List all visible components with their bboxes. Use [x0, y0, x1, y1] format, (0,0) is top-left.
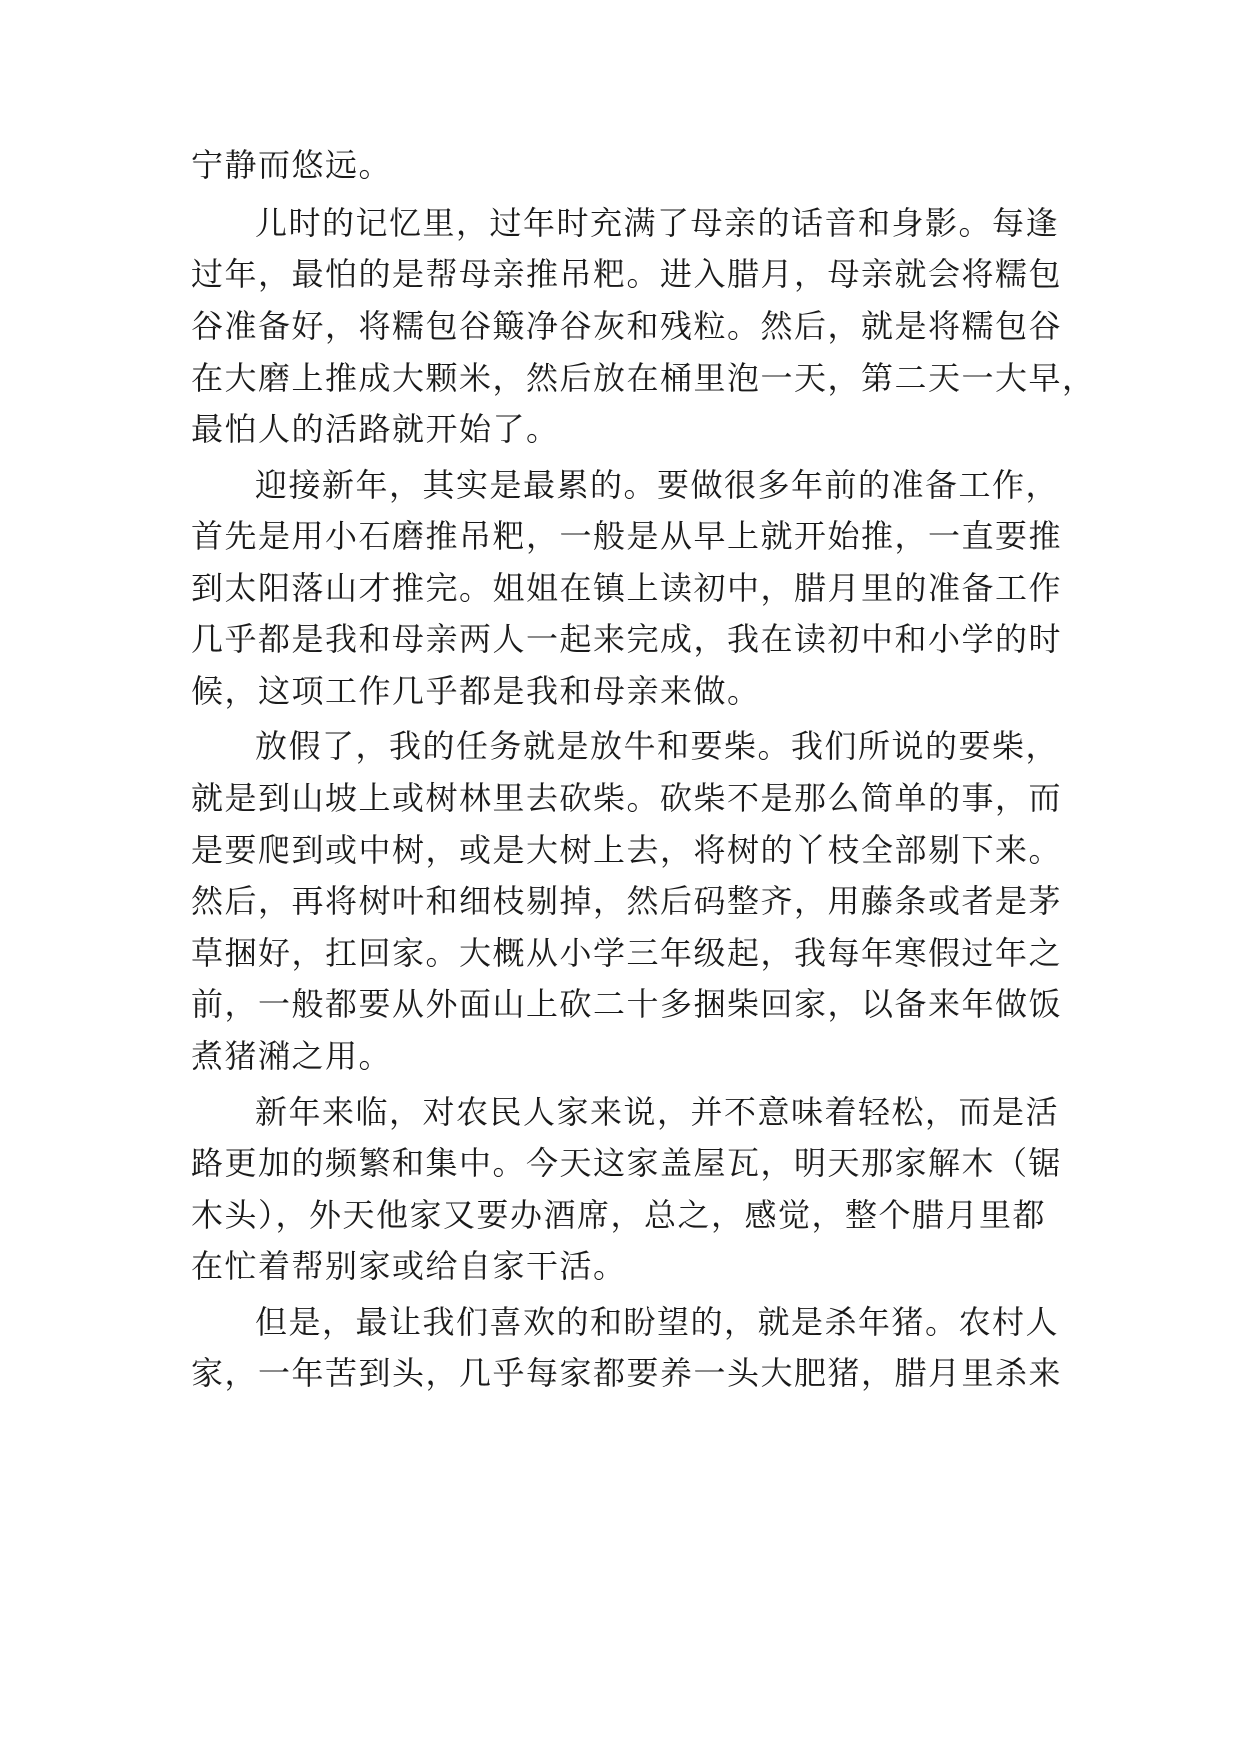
text-line: 在忙着帮别家或给自家干活。 — [191, 1247, 627, 1285]
text-line: 宁静而悠远。 — [191, 146, 393, 184]
text-line: 到太阳落山才推完。姐姐在镇上读初中，腊月里的准备工作 — [191, 569, 1063, 607]
paragraph-first-line: 儿时的记忆里，过年时充满了母亲的话音和身影。每逢 — [255, 204, 1060, 242]
text-line: 家，一年苦到头，几乎每家都要养一头大肥猪，腊月里杀来 — [191, 1354, 1063, 1392]
text-line: 就是到山坡上或树林里去砍柴。砍柴不是那么简单的事，而 — [191, 779, 1063, 817]
text-line: 首先是用小石磨推吊粑，一般是从早上就开始推，一直要推 — [191, 517, 1063, 555]
text-line: 前，一般都要从外面山上砍二十多捆柴回家，以备来年做饭 — [191, 985, 1063, 1023]
text-line: 木头），外天他家又要办酒席，总之，感觉，整个腊月里都 — [191, 1196, 1047, 1234]
paragraph-first-line: 放假了，我的任务就是放牛和要柴。我们所说的要柴， — [255, 727, 1060, 765]
paragraph-first-line: 但是，最让我们喜欢的和盼望的，就是杀年猪。农村人 — [255, 1303, 1060, 1341]
paragraph-first-line: 迎接新年，其实是最累的。要做很多年前的准备工作， — [255, 466, 1060, 504]
text-line: 煮猪潲之用。 — [191, 1037, 393, 1075]
text-line: 几乎都是我和母亲两人一起来完成，我在读初中和小学的时 — [191, 620, 1063, 658]
text-line: 是要爬到或中树，或是大树上去，将树的丫枝全部剔下来。 — [191, 831, 1063, 869]
text-line: 候，这项工作几乎都是我和母亲来做。 — [191, 672, 761, 710]
text-line: 谷准备好，将糯包谷簸净谷灰和残粒。然后，就是将糯包谷 — [191, 307, 1063, 345]
paragraph-first-line: 新年来临，对农民人家来说，并不意味着轻松，而是活 — [255, 1093, 1060, 1131]
text-line: 最怕人的活路就开始了。 — [191, 410, 560, 448]
text-line: 然后，再将树叶和细枝剔掉，然后码整齐，用藤条或者是茅 — [191, 882, 1063, 920]
text-line: 草捆好，扛回家。大概从小学三年级起，我每年寒假过年之 — [191, 934, 1063, 972]
text-line: 过年，最怕的是帮母亲推吊粑。进入腊月，母亲就会将糯包 — [191, 255, 1063, 293]
text-line: 路更加的频繁和集中。今天这家盖屋瓦，明天那家解木（锯 — [191, 1144, 1063, 1182]
text-line: 在大磨上推成大颗米，然后放在桶里泡一天，第二天一大早， — [191, 359, 1096, 397]
